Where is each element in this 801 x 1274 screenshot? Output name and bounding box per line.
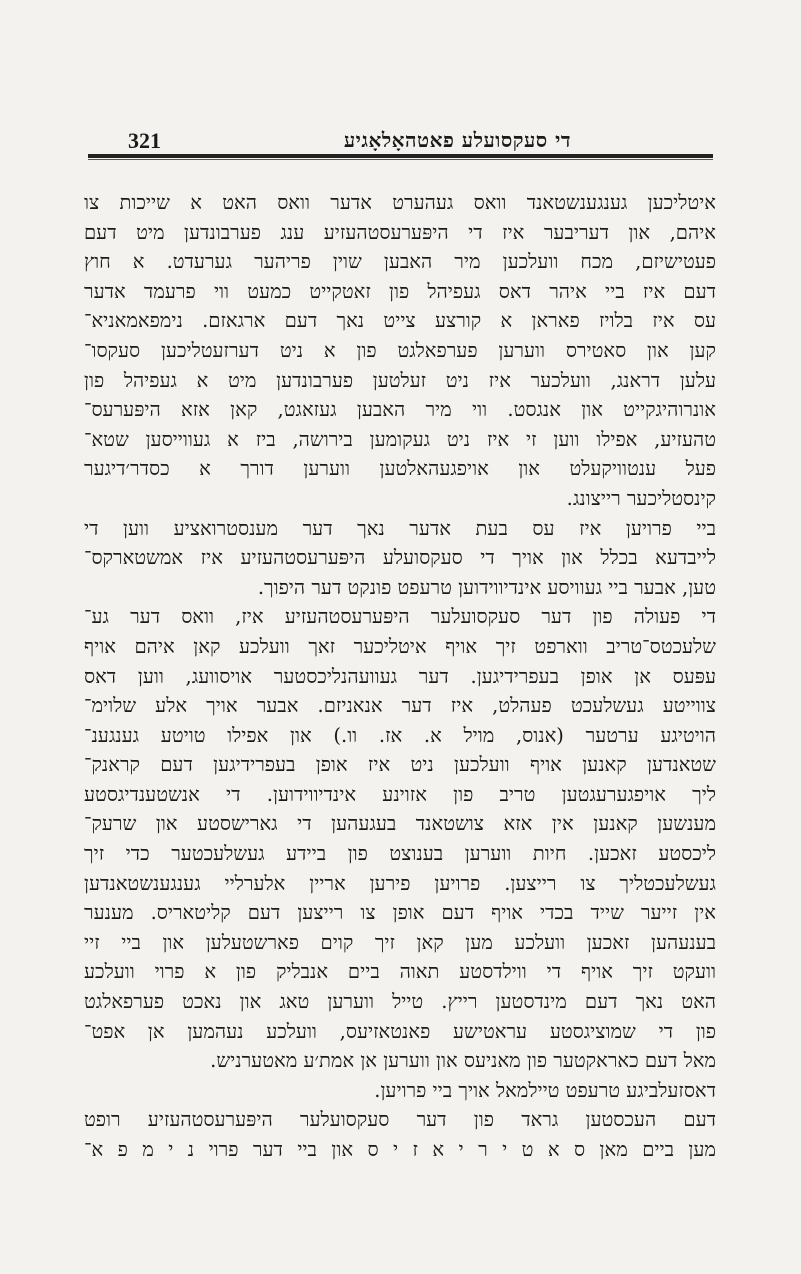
text-line: צווייטע געשלעכט פעהלט, איז דער אנאניזם. אבער אויך אלע שלוימ־ xyxy=(84,694,716,718)
page-number: 321 xyxy=(128,128,161,153)
text-line: ביי פרויען איז עס בעת אדער נאך דער מענסטרואציע ווען די xyxy=(84,516,716,540)
text-line: ליך אויפגערעגטען טריב פון אזוינע אינדיווידוען. די אנשטענדיגסטע xyxy=(84,782,716,806)
text-line: קען און סאטירס ווערען פערפאלגט פון א ניט דערזעטליכען סעקסו־ xyxy=(84,338,716,362)
text-line: שלעכטס־טריב ווארפט זיך אויף איטליכער זאך וועלכע קאן איהם אויף xyxy=(84,634,716,658)
text-line: פעל ענטוויקעלט און אויפגעהאלטען ווערען דורך א כסדר׳דיגער xyxy=(84,457,716,481)
text-line: מענשען קאנען אין אזא צושטאנד בעגעהען די גארישסטע און שרעק־ xyxy=(84,812,716,836)
text-line: האט נאך דעם מינדסטען רייץ. טייל ווערען טאג און נאכט פערפאלגט xyxy=(84,990,716,1014)
text-line: מאל דעם כאראקטער פון מאניעס און ווערען אן אמת׳ע מאטערניש. xyxy=(210,1049,716,1073)
text-line: טען, אבער ביי געוויסע אינדיווידוען טרעפט פונקט דער היפוך. xyxy=(257,575,716,599)
text-line: הויטיגע ערטער (אנוס, מויל א. אז. וו.) און אפילו טויטע גענגענ־ xyxy=(84,723,716,747)
text-line: עלען דראנג, וועלכער איז ניט זעלטען פערבונדען מיט א געפיהל פון xyxy=(84,368,716,392)
text-line: דעם איז ביי איהר דאס געפיהל פון זאטקייט כמעט ווי פרעמד אדער xyxy=(84,279,716,303)
text-line: אונרוהיגקייט און אנגסט. ווי מיר האבען געזאגט, קאן אזא היפּערעס־ xyxy=(84,398,716,422)
header-rule xyxy=(88,154,713,158)
text-line: דאסזעלביגע טרעפט טיילמאל אויך ביי פרויען. xyxy=(374,1078,716,1102)
text-line: קינסטליכער רייצונג. xyxy=(566,486,716,510)
text-line: די פעולה פון דער סעקסועלער היפּערעסטהעזיע איז, וואס דער גע־ xyxy=(84,605,716,629)
text-line: איהם, און דעריבער איז די היפּערעסטהעזיע ענג פערבונדען מיט דעם xyxy=(84,220,716,244)
text-line: ליכסטע זאכען. חיות ווערען בענוצט פון ביידע געשלעכטער כדי זיך xyxy=(84,842,716,866)
text-line: טהעזיע, אפילו ווען זי איז ניט געקומען בירושה, ביז א געווייסען שטא־ xyxy=(84,427,716,451)
text-line: לייבדעא בכלל און אויך די סעקסועלע היפּערעסטהעזיע איז אמשטארקס־ xyxy=(84,546,716,570)
text-line: שטאנדען קאנען אויף וועלכען ניט איז אופן בעפרידיגען דעם קראנק־ xyxy=(84,753,716,777)
text-line: מען ביים מאן ס א ט י ר י א ז י ס און ביי דער פרוי נ י מ פ א־ xyxy=(84,1138,716,1161)
header-rule-thin xyxy=(88,159,713,160)
text-line: עס איז בלויז פאראן א קורצע צייט נאך דעם ארגאזם. נימפאמאניא־ xyxy=(84,309,716,333)
text-line: געשלעכטליך צו רייצען. פרויען פירען אריין אלערליי גענגענשטאנדען xyxy=(84,871,716,895)
text-line: פעטישיזם, מכח וועלכען מיר האבען שוין פריהער גערעדט. א חוץ xyxy=(84,250,716,274)
text-line: עפּעס אן אופן בעפרידיגען. דער געוועהנליכסטער אויסוועג, ווען דאס xyxy=(84,664,716,688)
running-title: די סעקסועלע פאטהאָלאָגיע xyxy=(343,128,571,152)
body-text xyxy=(84,188,716,1165)
text-line: בענעהען זאכען וועלכע מען קאן זיך קוים פארשטעלען און ביי זיי xyxy=(84,930,716,954)
page-header xyxy=(88,128,713,156)
text-line: דעם העכסטען גראד פון דער סעקסועלער היפּערעסטהעזיע רופט xyxy=(84,1108,716,1132)
text-line: פון די שמוציגסטע עראטישע פאנטאזיעס, וועלכע נעהמען אן אפט־ xyxy=(84,1019,716,1043)
text-line: איטליכען גענגענשטאנד וואס געהערט אדער וואס האט א שייכות צו xyxy=(84,191,716,214)
text-line: וועקט זיך אויף די ווילדסטע תאוה ביים אנבליק פון א פרוי וועלכע xyxy=(84,960,716,984)
text-line: אין זייער שייד בכדי אויף דעם אופן צו רייצען דעם קליטאריס. מענער xyxy=(84,901,716,925)
